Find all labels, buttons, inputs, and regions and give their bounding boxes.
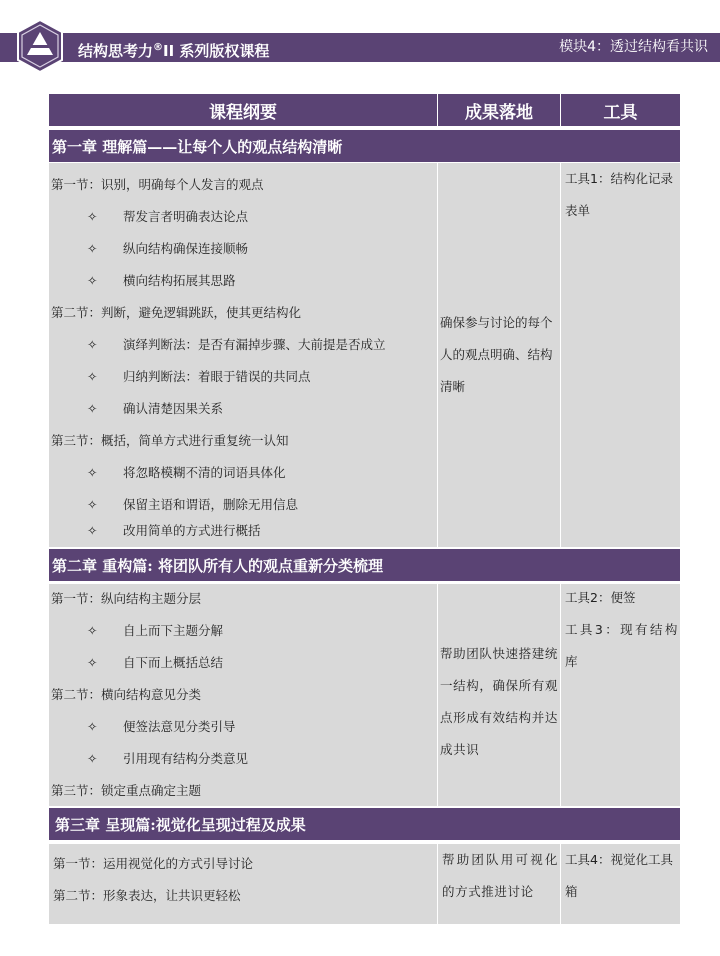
chapter-1-body <box>49 163 680 547</box>
chapter-3-tools <box>561 844 680 924</box>
chapter-1-outline <box>49 163 437 547</box>
bullet-icon: ✧ <box>87 273 98 288</box>
chapter-1-outcome <box>438 163 560 547</box>
chapter-2-outline <box>49 584 437 806</box>
section-line: 第一节：运用视觉化的方式引导讨论 <box>53 856 254 871</box>
section-line: 第二节：判断，避免逻辑跳跃，使其更结构化 <box>51 305 302 320</box>
col-header-tools: 工具 <box>561 94 680 126</box>
list-item: ✧ 保留主语和谓语，删除无用信息 <box>87 489 298 521</box>
section-line: 第三节：锁定重点确定主题 <box>51 783 202 798</box>
list-item: ✧ 横向结构拓展其思路 <box>87 265 236 297</box>
bullet-icon: ✧ <box>87 465 98 480</box>
list-item: ✧ 改用简单的方式进行概括 <box>87 515 261 547</box>
list-item: ✧ 演绎判断法：是否有漏掉步骤、大前提是否成立 <box>87 329 386 361</box>
course-outline-table <box>49 94 680 924</box>
chapter-3-title: 第三章 呈现篇:视觉化呈现过程及成果 <box>49 808 680 840</box>
list-item: ✧ 归纳判断法：着眼于错误的共同点 <box>87 361 311 393</box>
chapter-1-tools <box>561 163 680 547</box>
bullet-icon: ✧ <box>87 369 98 384</box>
section-line: 第二节：形象表达，让共识更轻松 <box>53 888 241 903</box>
bullet-icon: ✧ <box>87 401 98 416</box>
chapter-3-outline <box>49 844 437 924</box>
chapter-2-outcome <box>438 584 560 806</box>
section-line: 第一节：纵向结构主题分层 <box>51 591 202 606</box>
module-label: 模块4：透过结构看共识 <box>559 39 708 55</box>
bullet-icon: ✧ <box>87 523 98 538</box>
list-item: ✧ 引用现有结构分类意见 <box>87 743 248 775</box>
section-line: 第一节：识别，明确每个人发言的观点 <box>51 177 264 192</box>
outcome-text: 帮助团队快速搭建统一结构，确保所有观点形成有效结构并达成共识 <box>440 646 558 757</box>
section-line: 第三节：概括，简单方式进行重复统一认知 <box>51 433 289 448</box>
bullet-icon: ✧ <box>87 655 98 670</box>
chapter-2-body <box>49 584 680 806</box>
brand-title: 结构思考力®II 系列版权课程 <box>78 42 270 60</box>
tool-text: 工具1：结构化记录表单 <box>565 171 673 218</box>
chapter-3-outcome <box>438 844 560 924</box>
section-line: 第二节：横向结构意见分类 <box>51 687 202 702</box>
table-header-row <box>49 94 680 126</box>
bullet-icon: ✧ <box>87 497 98 512</box>
bullet-icon: ✧ <box>87 241 98 256</box>
bullet-icon: ✧ <box>87 209 98 224</box>
outcome-text: 确保参与讨论的每个人的观点明确、结构清晰 <box>440 315 553 394</box>
chapter-3-body <box>49 844 680 924</box>
chapter-2-title: 第二章 重构篇: 将团队所有人的观点重新分类梳理 <box>49 549 680 581</box>
chapter-1-title: 第一章 理解篇——让每个人的观点结构清晰 <box>49 130 680 162</box>
tool-text: 工具4：视觉化工具箱 <box>565 852 673 899</box>
list-item: ✧ 将忽略模糊不清的词语具体化 <box>87 457 286 489</box>
outcome-text: 帮助团队用可视化的方式推进讨论 <box>442 852 558 899</box>
list-item: ✧ 便签法意见分类引导 <box>87 711 236 743</box>
list-item: ✧ 纵向结构确保连接顺畅 <box>87 233 248 265</box>
col-header-outline: 课程纲要 <box>49 94 437 126</box>
chapter-2-tools <box>561 584 680 806</box>
bullet-icon: ✧ <box>87 719 98 734</box>
col-header-outcome: 成果落地 <box>438 94 560 126</box>
bullet-icon: ✧ <box>87 623 98 638</box>
tool-text: 工具3：现有结构库 <box>565 622 678 669</box>
list-item: ✧ 自下而上概括总结 <box>87 647 223 679</box>
logo-icon <box>12 18 68 74</box>
bullet-icon: ✧ <box>87 751 98 766</box>
list-item: ✧ 确认清楚因果关系 <box>87 393 223 425</box>
bullet-icon: ✧ <box>87 337 98 352</box>
tool-text: 工具2：便签 <box>565 590 636 605</box>
list-item: ✧ 帮发言者明确表达论点 <box>87 201 248 233</box>
list-item: ✧ 自上而下主题分解 <box>87 615 223 647</box>
